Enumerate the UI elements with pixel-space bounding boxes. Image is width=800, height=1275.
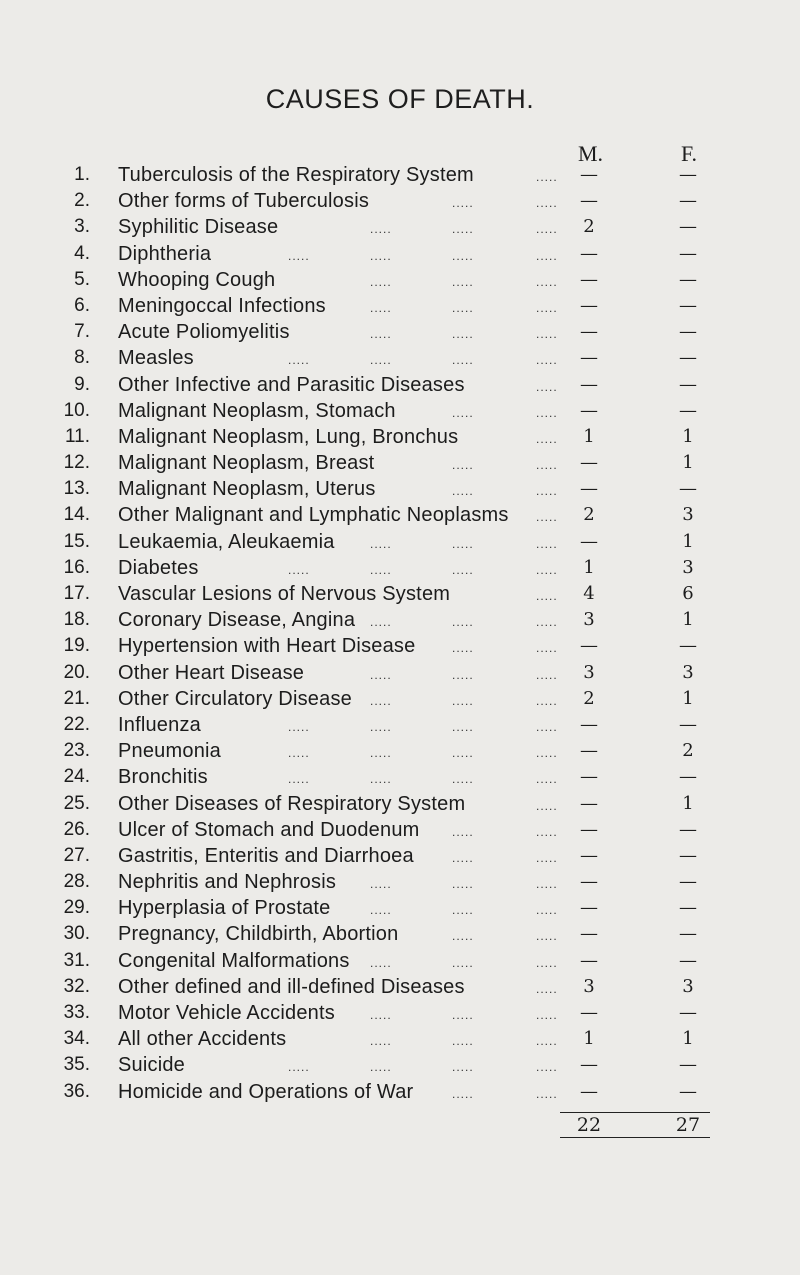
dot-leader: ..... [370, 903, 392, 918]
dot-leader: ..... [288, 562, 310, 577]
dot-leader: ..... [536, 536, 558, 551]
table-row [0, 555, 800, 581]
table-row [0, 241, 800, 267]
table-row [0, 843, 800, 869]
table-row [0, 686, 800, 712]
female-count: — [679, 321, 697, 343]
female-count: — [679, 216, 697, 238]
female-count: 1 [682, 792, 694, 814]
dot-leader: ..... [452, 746, 474, 761]
table-row [0, 817, 800, 843]
row-number: 19. [63, 635, 90, 657]
dot-leader: ..... [370, 719, 392, 734]
row-number: 20. [63, 661, 90, 683]
cause-label: All other Accidents [118, 1028, 287, 1051]
dot-leader: ..... [370, 1060, 392, 1075]
male-count: — [580, 635, 598, 657]
row-number: 26. [63, 818, 90, 840]
dot-leader: ..... [536, 1008, 558, 1022]
dot-leader: ..... [536, 719, 558, 734]
row-number: 18. [63, 609, 90, 631]
dot-leader: ..... [536, 746, 558, 761]
cause-label: Syphilitic Disease [118, 216, 279, 239]
dot-leader: ..... [536, 222, 558, 237]
dot-leader: ..... [452, 877, 474, 892]
male-count: — [580, 530, 598, 552]
row-number: 15. [63, 530, 90, 552]
row-number: 9. [74, 373, 90, 395]
female-count: 2 [682, 740, 694, 762]
female-count: 3 [682, 975, 694, 997]
dot-leader: ..... [452, 955, 474, 970]
male-count: — [580, 766, 598, 788]
male-count: 2 [583, 687, 595, 709]
male-count: — [580, 792, 598, 814]
dot-leader: ..... [536, 405, 558, 420]
cause-label: Suicide [118, 1054, 185, 1077]
row-number: 4. [74, 242, 90, 264]
dot-leader: ..... [536, 903, 558, 918]
row-number: 2. [74, 190, 90, 212]
cause-label: Congenital Malformations [118, 949, 350, 972]
cause-label: Hyperplasia of Prostate [118, 897, 331, 920]
dot-leader: ..... [536, 981, 558, 996]
table-row [0, 319, 800, 345]
male-count: — [580, 740, 598, 762]
dot-leader: ..... [452, 484, 474, 499]
dot-leader: ..... [288, 772, 310, 787]
dot-leader: ..... [370, 746, 392, 761]
female-count: — [679, 242, 697, 264]
female-count: 3 [682, 556, 694, 578]
male-count: — [580, 923, 598, 945]
cause-label: Other defined and ill-defined Diseases [118, 975, 465, 998]
dot-leader: ..... [452, 353, 474, 368]
dot-leader: ..... [452, 222, 474, 237]
female-count: — [679, 373, 697, 395]
dot-leader: ..... [536, 641, 558, 656]
dot-leader: ..... [536, 589, 558, 603]
female-count: — [679, 871, 697, 893]
row-number: 5. [74, 268, 90, 290]
male-count: — [580, 399, 598, 421]
male-count: — [580, 294, 598, 316]
dot-leader: ..... [536, 379, 558, 394]
cause-label: Malignant Neoplasm, Lung, Bronchus [118, 425, 459, 448]
female-count: — [679, 347, 697, 369]
causes-table [0, 162, 800, 1105]
row-number: 17. [63, 583, 90, 604]
page-title: CAUSES OF DEATH. [265, 84, 535, 114]
dot-leader: ..... [452, 1034, 474, 1049]
dot-leader: ..... [536, 248, 558, 263]
table-row [0, 188, 800, 214]
dot-leader: ..... [452, 850, 474, 865]
dot-leader: ..... [536, 170, 558, 184]
row-number: 31. [63, 949, 90, 971]
dot-leader: ..... [536, 1086, 558, 1101]
male-count: — [580, 713, 598, 735]
male-count: — [580, 478, 598, 500]
cause-label: Malignant Neoplasm, Stomach [118, 399, 396, 422]
dot-leader: ..... [536, 274, 558, 289]
cause-label: Bronchitis [118, 766, 208, 789]
cause-label: Other Malignant and Lymphatic Neoplasms [118, 504, 509, 527]
female-count: — [679, 818, 697, 840]
row-number: 6. [74, 294, 90, 316]
cause-label: Diphtheria [118, 242, 212, 265]
dot-leader: ..... [370, 955, 392, 970]
table-row [0, 581, 800, 607]
dot-leader: ..... [536, 353, 558, 368]
dot-leader: ..... [536, 693, 558, 708]
dot-leader: ..... [370, 274, 392, 289]
row-number: 27. [63, 844, 90, 866]
dot-leader: ..... [452, 196, 474, 211]
cause-label: Measles [118, 347, 194, 370]
cause-label: Acute Poliomyelitis [118, 321, 290, 344]
cause-label: Other Heart Disease [118, 661, 305, 684]
dot-leader: ..... [370, 248, 392, 263]
table-row [0, 712, 800, 738]
female-count: — [679, 190, 697, 212]
dot-leader: ..... [370, 300, 392, 315]
table-row [0, 633, 800, 659]
male-count: 4 [583, 583, 595, 604]
cause-label: Hypertension with Heart Disease [118, 635, 416, 658]
cause-label: Whooping Cough [118, 268, 276, 291]
row-number: 36. [63, 1080, 90, 1102]
cause-label: Nephritis and Nephrosis [118, 871, 337, 894]
cause-label: Malignant Neoplasm, Breast [118, 452, 375, 475]
female-count: — [679, 766, 697, 788]
male-count: — [580, 1080, 598, 1102]
table-row [0, 502, 800, 528]
table-row [0, 345, 800, 371]
table-row [0, 607, 800, 633]
male-count: — [580, 190, 598, 212]
dot-leader: ..... [536, 484, 558, 499]
male-count: — [580, 373, 598, 395]
table-row [0, 738, 800, 764]
cause-label: Meningoccal Infections [118, 294, 326, 317]
male-count: — [580, 268, 598, 290]
dot-leader: ..... [536, 196, 558, 211]
table-row [0, 267, 800, 293]
dot-leader: ..... [536, 431, 558, 446]
dot-leader: ..... [370, 877, 392, 892]
dot-leader: ..... [370, 1034, 392, 1049]
row-number: 8. [74, 347, 90, 369]
dot-leader: ..... [452, 562, 474, 577]
cause-label: Malignant Neoplasm, Uterus [118, 478, 376, 501]
cause-label: Motor Vehicle Accidents [118, 1002, 335, 1024]
table-row [0, 1079, 800, 1105]
row-number: 25. [63, 792, 90, 814]
female-count: — [679, 478, 697, 500]
male-count: — [580, 164, 598, 185]
dot-leader: ..... [536, 772, 558, 787]
table-row [0, 162, 800, 188]
dot-leader: ..... [288, 746, 310, 761]
dot-leader: ..... [452, 300, 474, 315]
table-row [0, 869, 800, 895]
row-number: 14. [63, 504, 90, 526]
male-count: — [580, 844, 598, 866]
female-count: — [679, 399, 697, 421]
table-row [0, 921, 800, 947]
row-number: 34. [63, 1028, 90, 1050]
female-count: — [679, 923, 697, 945]
dot-leader: ..... [288, 1060, 310, 1075]
table-row [0, 450, 800, 476]
row-number: 29. [63, 897, 90, 919]
row-number: 35. [63, 1054, 90, 1076]
dot-leader: ..... [452, 274, 474, 289]
table-row [0, 791, 800, 817]
dot-leader: ..... [452, 1060, 474, 1075]
dot-leader: ..... [452, 405, 474, 420]
male-count: 3 [583, 661, 595, 683]
cause-label: Ulcer of Stomach and Duodenum [118, 818, 420, 841]
male-count: — [580, 452, 598, 474]
dot-leader: ..... [452, 536, 474, 551]
cause-label: Other forms of Tuberculosis [118, 190, 370, 213]
female-count: 1 [682, 530, 694, 552]
cause-label: Pneumonia [118, 740, 221, 763]
row-number: 7. [74, 321, 90, 343]
female-count: 3 [682, 661, 694, 683]
dot-leader: ..... [370, 327, 392, 342]
cause-label: Tuberculosis of the Respiratory System [118, 164, 474, 186]
cause-label: Diabetes [118, 556, 199, 579]
row-number: 1. [74, 164, 90, 185]
column-header-male: M. [578, 141, 604, 166]
female-count: — [679, 635, 697, 657]
dot-leader: ..... [370, 353, 392, 368]
dot-leader: ..... [536, 798, 558, 813]
dot-leader: ..... [536, 1060, 558, 1075]
total-rule-bottom [560, 1137, 710, 1138]
dot-leader: ..... [536, 615, 558, 630]
dot-leader: ..... [536, 458, 558, 473]
dot-leader: ..... [452, 248, 474, 263]
row-number: 24. [63, 766, 90, 788]
table-row [0, 764, 800, 790]
male-count: 1 [583, 1028, 595, 1050]
cause-label: Other Diseases of Respiratory System [118, 792, 466, 815]
column-header-female: F. [681, 141, 697, 166]
female-count: — [679, 268, 697, 290]
female-count: — [679, 844, 697, 866]
table-row [0, 1000, 800, 1026]
dot-leader: ..... [536, 1034, 558, 1049]
male-count: 3 [583, 609, 595, 631]
row-number: 30. [63, 923, 90, 945]
male-count: 1 [583, 556, 595, 578]
table-row [0, 293, 800, 319]
dot-leader: ..... [536, 850, 558, 865]
dot-leader: ..... [452, 772, 474, 787]
male-count: 1 [583, 425, 595, 447]
male-count: — [580, 949, 598, 971]
row-number: 33. [63, 1002, 90, 1023]
table-row [0, 424, 800, 450]
row-number: 3. [74, 216, 90, 238]
table-row [0, 948, 800, 974]
table-row [0, 476, 800, 502]
row-number: 32. [63, 975, 90, 997]
female-count: — [679, 949, 697, 971]
dot-leader: ..... [536, 877, 558, 892]
female-count: 1 [682, 1028, 694, 1050]
dot-leader: ..... [288, 248, 310, 263]
dot-leader: ..... [370, 562, 392, 577]
male-count: 3 [583, 975, 595, 997]
dot-leader: ..... [452, 641, 474, 656]
dot-leader: ..... [452, 327, 474, 342]
row-number: 22. [63, 713, 90, 735]
row-number: 13. [63, 478, 90, 500]
dot-leader: ..... [536, 955, 558, 970]
row-number: 16. [63, 556, 90, 578]
dot-leader: ..... [370, 693, 392, 708]
female-count: 1 [682, 452, 694, 474]
female-count: 3 [682, 504, 694, 526]
dot-leader: ..... [370, 772, 392, 787]
dot-leader: ..... [288, 719, 310, 734]
cause-label: Leukaemia, Aleukaemia [118, 530, 335, 553]
dot-leader: ..... [370, 615, 392, 630]
female-count: — [679, 294, 697, 316]
female-count: — [679, 713, 697, 735]
dot-leader: ..... [452, 615, 474, 630]
dot-leader: ..... [370, 222, 392, 237]
male-count: — [580, 818, 598, 840]
table-row [0, 895, 800, 921]
total-male: 22 [576, 1114, 602, 1136]
cause-label: Coronary Disease, Angina [118, 609, 356, 632]
cause-label: Other Infective and Parasitic Diseases [118, 373, 465, 396]
dot-leader: ..... [452, 903, 474, 918]
dot-leader: ..... [452, 693, 474, 708]
cause-label: Vascular Lesions of Nervous System [118, 583, 451, 605]
male-count: — [580, 321, 598, 343]
row-number: 28. [63, 871, 90, 893]
dot-leader: ..... [370, 536, 392, 551]
male-count: — [580, 242, 598, 264]
dot-leader: ..... [452, 824, 474, 839]
cause-label: Other Circulatory Disease [118, 687, 352, 710]
dot-leader: ..... [452, 929, 474, 944]
cause-label: Influenza [118, 713, 201, 736]
male-count: — [580, 897, 598, 919]
male-count: — [580, 871, 598, 893]
table-row [0, 1026, 800, 1052]
dot-leader: ..... [452, 667, 474, 682]
male-count: — [580, 347, 598, 369]
female-count: 1 [682, 425, 694, 447]
dot-leader: ..... [452, 719, 474, 734]
female-count: — [679, 1054, 697, 1076]
dot-leader: ..... [452, 458, 474, 473]
dot-leader: ..... [536, 667, 558, 682]
table-row [0, 1052, 800, 1078]
female-count: 1 [682, 609, 694, 631]
cause-label: Pregnancy, Childbirth, Abortion [118, 923, 399, 946]
table-row [0, 660, 800, 686]
dot-leader: ..... [452, 1086, 474, 1101]
table-row [0, 974, 800, 1000]
dot-leader: ..... [370, 1008, 392, 1022]
dot-leader: ..... [536, 562, 558, 577]
male-count: 2 [583, 216, 595, 238]
dot-leader: ..... [536, 929, 558, 944]
row-number: 21. [63, 687, 90, 709]
dot-leader: ..... [536, 327, 558, 342]
row-number: 23. [63, 740, 90, 762]
female-count: — [679, 164, 697, 185]
row-number: 10. [63, 399, 90, 421]
female-count: 6 [682, 583, 694, 604]
dot-leader: ..... [536, 824, 558, 839]
dot-leader: ..... [288, 353, 310, 368]
total-female: 27 [675, 1114, 701, 1136]
dot-leader: ..... [452, 1008, 474, 1022]
female-count: — [679, 897, 697, 919]
dot-leader: ..... [536, 510, 558, 525]
cause-label: Gastritis, Enteritis and Diarrhoea [118, 844, 414, 867]
female-count: 1 [682, 687, 694, 709]
male-count: — [580, 1002, 598, 1023]
female-count: — [679, 1002, 697, 1023]
male-count: — [580, 1054, 598, 1076]
table-row [0, 398, 800, 424]
male-count: 2 [583, 504, 595, 526]
row-number: 11. [64, 425, 90, 447]
table-row [0, 529, 800, 555]
cause-label: Homicide and Operations of War [118, 1080, 414, 1103]
dot-leader: ..... [370, 667, 392, 682]
table-row [0, 372, 800, 398]
dot-leader: ..... [536, 300, 558, 315]
table-row [0, 214, 800, 240]
row-number: 12. [63, 452, 90, 474]
female-count: — [679, 1080, 697, 1102]
